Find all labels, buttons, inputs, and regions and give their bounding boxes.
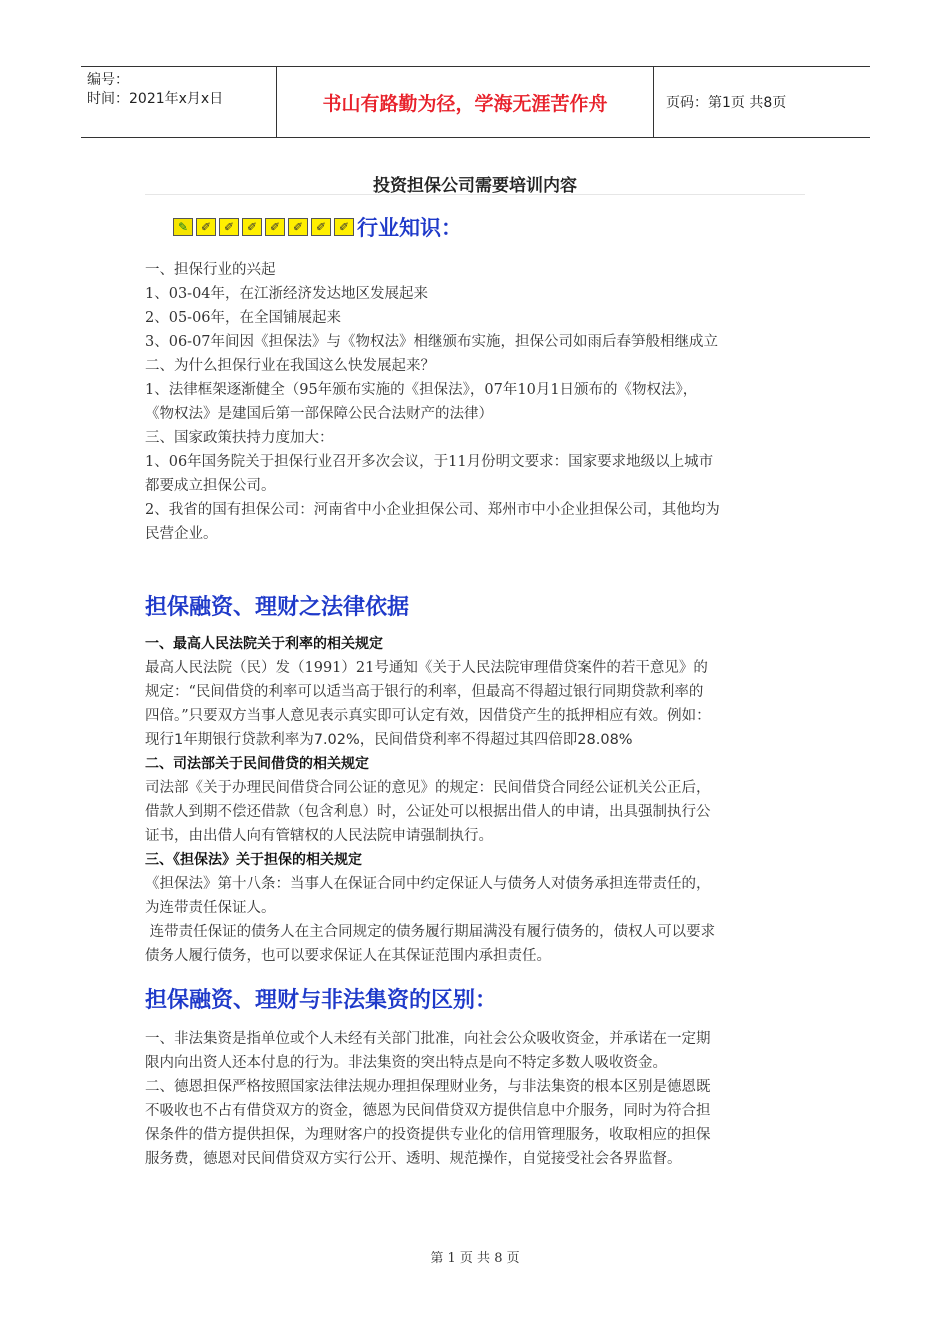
section1-heading-row (173, 212, 462, 242)
paragraph-line: 3、06-07年间因《担保法》与《物权法》相继颁布实施，担保公司如雨后春笋般相继成立 (145, 334, 719, 350)
title-divider (145, 194, 805, 195)
paragraph-line: 1、06年国务院关于担保行业召开多次会议，于11月份明文要求：国家要求地级以上城市 (145, 454, 714, 470)
header-motto: 书山有路勤为径，学海无涯苦作舟 (277, 67, 654, 137)
header-page-info: 页码：第1页 共8页 (666, 95, 787, 111)
pencil-icon: ✐ (196, 218, 216, 236)
page-footer: 第 1 页 共 8 页 (430, 1251, 520, 1266)
section1-heading: 行业知识： (357, 216, 462, 240)
paragraph-line: 《物权法》是建国后第一部保障公民合法财产的法律） (145, 406, 493, 422)
document-title: 投资担保公司需要培训内容 (373, 176, 577, 196)
paragraph-line: 不吸收也不占有借贷双方的资金，德恩为民间借贷双方提供信息中介服务，同时为符合担 (145, 1103, 711, 1119)
paragraph-line: 一、非法集资是指单位或个人未经有关部门批准，向社会公众吸收资金，并承诺在一定期 (145, 1031, 711, 1047)
paragraph-line: 民营企业。 (145, 526, 218, 542)
paragraph-line: 最高人民法院（民）发（1991）21号通知《关于人民法院审理借贷案件的若干意见》的 (145, 660, 708, 676)
pencil-icon: ✐ (288, 218, 308, 236)
paragraph-line: 保条件的借方提供担保，为理财客户的投资提供专业化的信用管理服务，收取相应的担保 (145, 1127, 711, 1143)
paragraph-line: 二、为什么担保行业在我国这么快发展起来？ (145, 358, 435, 374)
paragraph-line: 现行1年期银行贷款利率为7.02%，民间借贷利率不得超过其四倍即28.08% (145, 732, 633, 748)
pencil-icon: ✐ (242, 218, 262, 236)
section2 (145, 592, 805, 968)
header-meta (81, 67, 277, 137)
section2-heading: 担保融资、理财之法律依据 (145, 595, 410, 620)
paragraph-line: 1、法律框架逐渐健全（95年颁布实施的《担保法》，07年10月1日颁布的《物权法》， (145, 382, 698, 398)
paragraph-line: 债务人履行债务，也可以要求保证人在其保证范围内承担责任。 (145, 948, 551, 964)
subheading: 三、《担保法》关于担保的相关规定 (145, 852, 362, 868)
section3-heading: 担保融资、理财与非法集资的区别： (145, 988, 498, 1013)
section1-body (145, 258, 805, 546)
paragraph-line: 服务费，德恩对民间借贷双方实行公开、透明、规范操作，自觉接受社会各界监督。 (145, 1151, 682, 1167)
paragraph-line: 二、德恩担保严格按照国家法律法规办理担保理财业务，与非法集资的根本区别是德恩既 (145, 1079, 711, 1095)
paragraph-line: 限内向出资人还本付息的行为。非法集资的突出特点是向不特定多数人吸收资金。 (145, 1055, 667, 1071)
pencil-icon: ✐ (219, 218, 239, 236)
subheading: 一、最高人民法院关于利率的相关规定 (145, 636, 383, 652)
number-label: 编号： (87, 72, 129, 88)
paragraph-line: 都要成立担保公司。 (145, 478, 276, 494)
paragraph-line: 证书，由出借人向有管辖权的人民法院申请强制执行。 (145, 828, 493, 844)
paragraph-line: 2、05-06年，在全国铺展起来 (145, 310, 342, 326)
paragraph-line: 一、担保行业的兴起 (145, 262, 276, 278)
paragraph-line: 为连带责任保证人。 (145, 900, 276, 916)
paragraph-line: 规定：“民间借贷的利率可以适当高于银行的利率，但最高不得超过银行同期贷款利率的 (145, 684, 704, 700)
paragraph-line: 借款人到期不偿还借款（包含利息）时，公证处可以根据出借人的申请，出具强制执行公 (145, 804, 711, 820)
section3 (145, 985, 805, 1171)
paragraph-line: 2、我省的国有担保公司：河南省中小企业担保公司、郑州市中小企业担保公司，其他均为 (145, 502, 720, 518)
paragraph-line: 《担保法》第十八条：当事人在保证合同中约定保证人与债务人对债务承担连带责任的， (145, 876, 711, 892)
paragraph-line: 三、国家政策扶持力度加大： (145, 430, 334, 446)
time-label: 时间：2021年x月x日 (87, 91, 224, 107)
paragraph-line: 连带责任保证的债务人在主合同规定的债务履行期届满没有履行债务的，债权人可以要求 (145, 924, 716, 940)
subheading: 二、司法部关于民间借贷的相关规定 (145, 756, 369, 772)
pencil-icon: ✐ (311, 218, 331, 236)
pencil-icon: ✐ (265, 218, 285, 236)
paragraph-line: 四倍。”只要双方当事人意见表示真实即可认定有效，因借贷产生的抵押相应有效。例如： (145, 708, 711, 724)
tick-icon: ✎ (173, 218, 193, 236)
paragraph-line: 司法部《关于办理民间借贷合同公证的意见》的规定：民间借贷合同经公证机关公正后， (145, 780, 711, 796)
paragraph-line: 1、03-04年，在江浙经济发达地区发展起来 (145, 286, 429, 302)
pencil-icon: ✐ (334, 218, 354, 236)
page-header (81, 66, 870, 138)
